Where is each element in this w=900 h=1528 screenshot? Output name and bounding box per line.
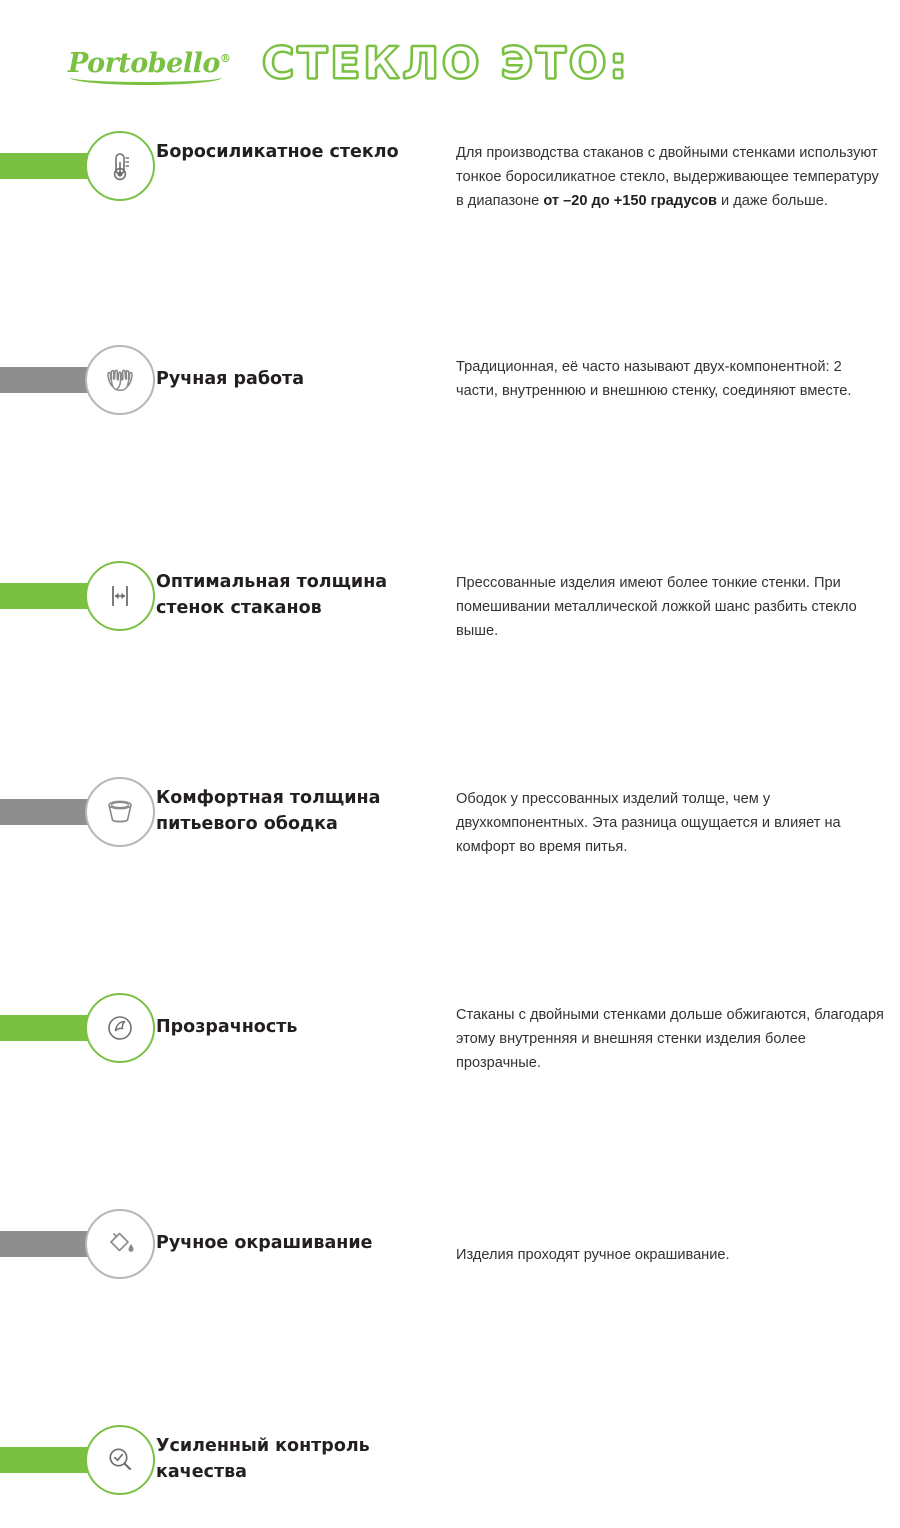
hands-icon [85, 345, 155, 415]
page-title: СТЕКЛО ЭТО: [262, 38, 630, 89]
feature-title: Усиленный контроль качества [156, 1436, 370, 1482]
list-item [0, 345, 900, 448]
magnifier-check-icon [85, 1425, 155, 1495]
brand-logo [68, 44, 238, 92]
feature-title: Прозрачность [156, 1017, 298, 1037]
feature-description [456, 787, 886, 859]
desc-prefix: Прессованные изделия имеют более тонкие стенки. При помешивании металлической ложкой шанс разбить стекло выше. [456, 575, 857, 639]
feature-description [456, 141, 886, 213]
desc-suffix: и даже больше. [716, 193, 828, 209]
registered-mark: ® [219, 52, 231, 65]
feature-title: Комфортная толщина питьевого ободка [156, 788, 381, 834]
list-item [0, 131, 900, 234]
logo-underline-swoosh [70, 76, 222, 85]
desc-prefix: Традиционная, её часто называют двух-компонентной: 2 части, внутреннюю и внешнюю стенку, соединяют вместе. [456, 359, 852, 399]
desc-prefix: Изделия проходят ручное окрашивание. [456, 1247, 730, 1263]
feature-description [456, 1243, 886, 1267]
list-item [0, 1425, 900, 1528]
desc-prefix: Стаканы с двойными стенками дольше обжигаются, благодаря этому внутренняя и внешняя стенки изделия более прозрачные. [456, 1007, 884, 1071]
feature-description [456, 355, 886, 403]
wall-thickness-icon [85, 561, 155, 631]
feature-description [456, 571, 886, 643]
list-item [0, 1209, 900, 1312]
brand-logo-text [68, 44, 238, 79]
list-item [0, 993, 900, 1096]
glass-rim-icon [85, 777, 155, 847]
feature-list [0, 131, 900, 1482]
feature-title: Ручная работа [156, 369, 305, 389]
feature-title: Ручное окрашивание [156, 1233, 373, 1253]
thermometer-icon [85, 131, 155, 201]
page-header [0, 32, 900, 102]
feature-description [456, 1003, 886, 1075]
list-item [0, 777, 900, 880]
list-item [0, 561, 900, 664]
desc-prefix: Ободок у прессованных изделий толще, чем у двухкомпонентных. Эта разница ощущается и влияет на комфорт во время питья. [456, 791, 841, 855]
desc-highlight: от –20 до +150 градусов [543, 193, 717, 209]
feature-title: Оптимальная толщина стенок стаканов [156, 572, 388, 618]
feature-title: Боросиликатное стекло [156, 142, 399, 162]
brand-name: Portobello [68, 48, 220, 79]
paint-bucket-icon [85, 1209, 155, 1279]
desc-prefix: Для производства стаканов с двойными стенками используют тонкое боросиликатное стекло, выдерживающее температуру в диапазоне [456, 145, 879, 209]
transparency-icon [85, 993, 155, 1063]
